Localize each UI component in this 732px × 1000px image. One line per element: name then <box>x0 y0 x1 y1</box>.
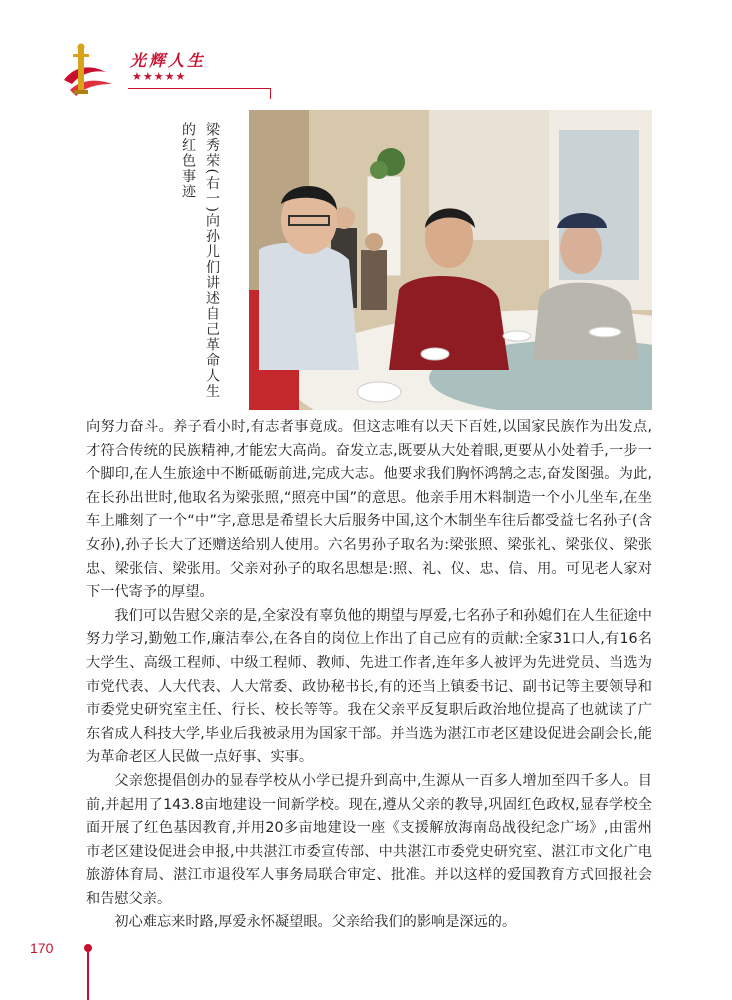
paragraph: 父亲您提倡创办的显春学校从小学已提升到高中,生源从一百多人增加至四千多人。目前,并起用了143.8亩地建设一间新学校。现在,遵从父亲的教导,巩固红色政权,显春学校全面开展了红色基因教育,并用20多亩地建设一座《支援解放海南岛战役纪念广场》,由雷州市老区建设促进会申报,中共湛江市委宣传部、中共湛江市委党史研究室、湛江市文化广电旅游体育局、湛江市退役军人事务局联合审定、批准。并以这样的爱国教育方式回报社会和告慰父亲。 <box>86 772 652 907</box>
footer-line <box>87 950 89 1000</box>
photo-illustration <box>249 110 652 410</box>
photo-caption: 梁秀荣(右一)向孙儿们讲述自己革命人生的红色事迹 <box>180 122 220 400</box>
page-header <box>60 40 220 100</box>
huabiao-ribbon-icon <box>60 40 120 100</box>
article-body <box>86 416 652 935</box>
paragraph: 初心难忘来时路,厚爱永怀凝望眼。父亲给我们的影响是深远的。 <box>114 914 517 931</box>
paragraph: 向努力奋斗。养子看小时,有志者事竟成。但这志唯有以天下百姓,以国家民族作为出发点,才符合传统的民族精神,才能宏大高尚。奋发立志,既要从大处着眼,更要从小处着手,一步一个脚印,在人生旅途中不断砥砺前进,完成大志。他要求我们胸怀鸿鹄之志,奋发图强。为此,在长孙出世时,他取名为梁张照,“照亮中国”的意思。他亲手用木料制造一个小儿坐车,在坐车上雕刻了一个“中”字,意思是希望长大后服务中国,这个木制坐车往后都受益七名孙子(含女孙),孙子长大了还赠送给别人使用。六名男孙子取名为:梁张照、梁张礼、梁张仪、梁张忠、梁张信、梁张用。父亲对孙子的取名思想是:照、礼、仪、忠、信、用。可见老人家对下一代寄予的厚望。 <box>86 419 652 601</box>
paragraph: 我们可以告慰父亲的是,全家没有辜负他的期望与厚爱,七名孙子和孙媳们在人生征途中努力学习,勤勉工作,廉洁奉公,在各自的岗位上作出了自己应有的贡献:全家31口人,有16名大学生、高级工程师、中级工程师、教师、先进工作者,连年多人被评为先进党员、当选为市党代表、人大代表、人大常委、政协秘书长,有的还当上镇委书记、副书记等主要领导和市委党史研究室主任、行长、校长等等。我在父亲平反复职后政治地位提高了也就读了广东省成人科技大学,毕业后我被录用为国家干部。并当选为湛江市老区建设促进会副会长,能为革命老区人民做一点好事、实事。 <box>86 607 652 766</box>
page-number: 170 <box>30 940 54 956</box>
section-title: 光辉人生 <box>130 51 207 70</box>
rating-stars: ★★★★★ <box>132 70 187 83</box>
dinner-photo <box>249 110 652 410</box>
header-rule <box>128 88 271 99</box>
